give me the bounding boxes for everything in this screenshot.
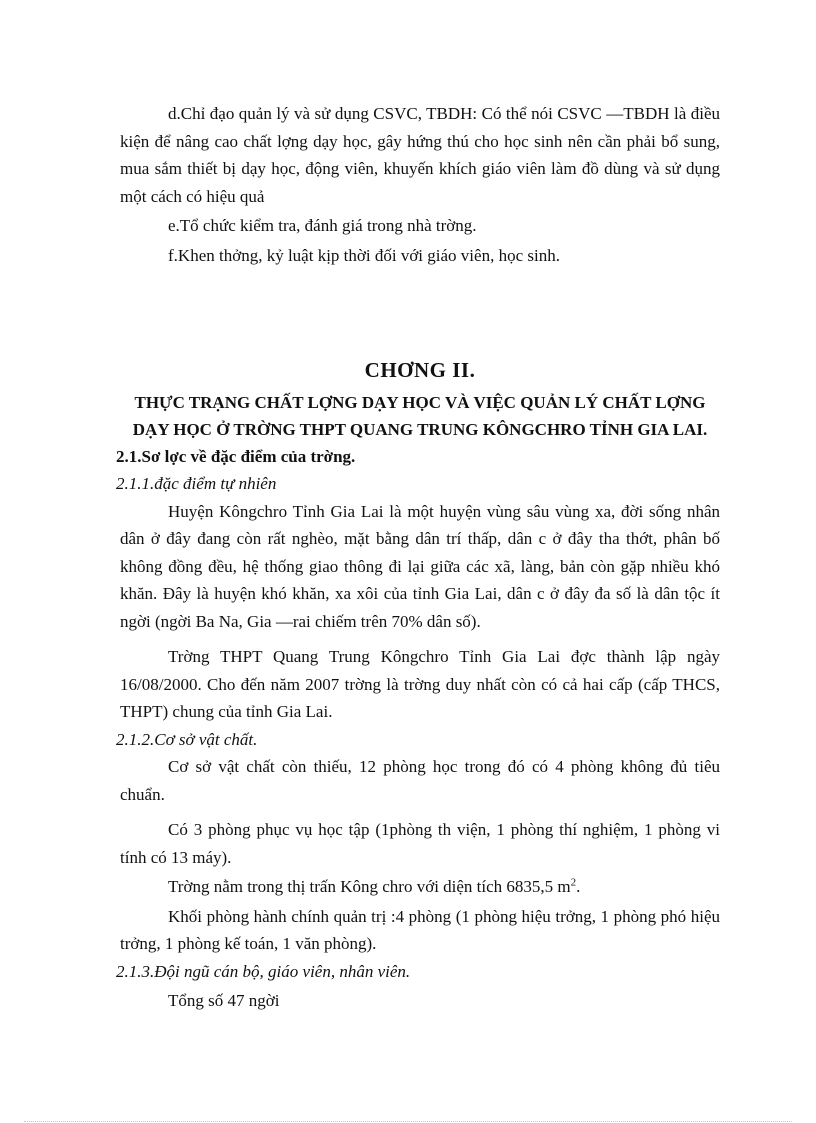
paragraph-natural-features: Huyện Kôngchro Tỉnh Gia Lai là một huyện vùng sâu vùng xa, đời sống nhân dân ở đây đang còn rất nghèo, mặt bằng dân trí thấp, dân c ở đây tha thớt, phân bố không đồng đều, hệ thống giao thông đi lại giữa các xã, làng, bản còn gặp nhiều khó khăn. Đây là huyện khó khăn, xa xôi của tỉnh Gia Lai, dân c ở đây đa số là dân tộc ít ngời (ngời Ba Na, Gia —rai chiếm trên 70% dân số). xyxy=(120,501,720,631)
paragraph-item-e: e.Tổ chức kiểm tra, đánh giá trong nhà trờng. xyxy=(168,216,477,235)
chapter-subtitle: THỰC TRẠNG CHẤT LỢNG DẠY HỌC VÀ VIỆC QUẢN LÝ CHẤT LỢNG DẠY HỌC Ở TRỜNG THPT QUANG TRUNG KÔNGCHRO TỈNH GIA LAI. xyxy=(132,392,708,439)
paragraph-facilities-rooms: Có 3 phòng phục vụ học tập (1phòng th viện, 1 phòng thí nghiệm, 1 phòng vi tính có 13 máy). xyxy=(120,820,720,867)
subsection-heading-2-1-1: 2.1.1.đặc điểm tự nhiên xyxy=(116,474,277,493)
school-area-end: . xyxy=(576,877,581,896)
paragraph-school-founding: Trờng THPT Quang Trung Kôngchro Tỉnh Gia Lai đợc thành lập ngày 16/08/2000. Cho đến năm 2007 trờng là trờng duy nhất còn có cả hai cấp (cấp THCS, THPT) chung của tỉnh Gia Lai. xyxy=(120,647,720,721)
section-heading-2-1: 2.1.Sơ lợc về đặc điểm của trờng. xyxy=(116,446,356,466)
superscript-2: 2 xyxy=(570,876,577,889)
paragraph-admin-rooms: Khối phòng hành chính quản trị :4 phòng (1 phòng hiệu trởng, 1 phòng phó hiệu trởng, 1 phòng kế toán, 1 văn phòng). xyxy=(120,906,720,953)
school-area-text: Trờng nằm trong thị trấn Kông chro với diện tích 6835,5 m xyxy=(168,877,571,896)
subsection-heading-2-1-2: 2.1.2.Cơ sở vật chất. xyxy=(116,729,258,749)
chapter-title: CHƠNG II. xyxy=(364,358,476,382)
subsection-heading-2-1-3: 2.1.3.Đội ngũ cán bộ, giáo viên, nhân viên. xyxy=(116,961,411,981)
paragraph-facilities-classrooms: Cơ sở vật chất còn thiếu, 12 phòng học trong đó có 4 phòng không đủ tiêu chuẩn. xyxy=(120,757,720,804)
paragraph-school-area xyxy=(120,873,720,901)
page-bottom-border xyxy=(24,1121,792,1122)
document-page xyxy=(116,0,720,1015)
paragraph-staff-total: Tổng số 47 ngời xyxy=(168,991,280,1010)
paragraph-item-f: f.Khen thởng, kỷ luật kịp thời đối với giáo viên, học sinh. xyxy=(168,245,560,265)
paragraph-item-d: d.Chỉ đạo quản lý và sử dụng CSVC, TBDH: Có thể nói CSVC —TBDH là điều kiện để nâng cao chất lợng dạy học, gây hứng thú cho học sinh nên cần phải bổ sung, mua sắm thiết bị dạy học, động viên, khuyến khích giáo viên làm đồ dùng và sử dụng một cách có hiệu quả xyxy=(120,104,720,206)
